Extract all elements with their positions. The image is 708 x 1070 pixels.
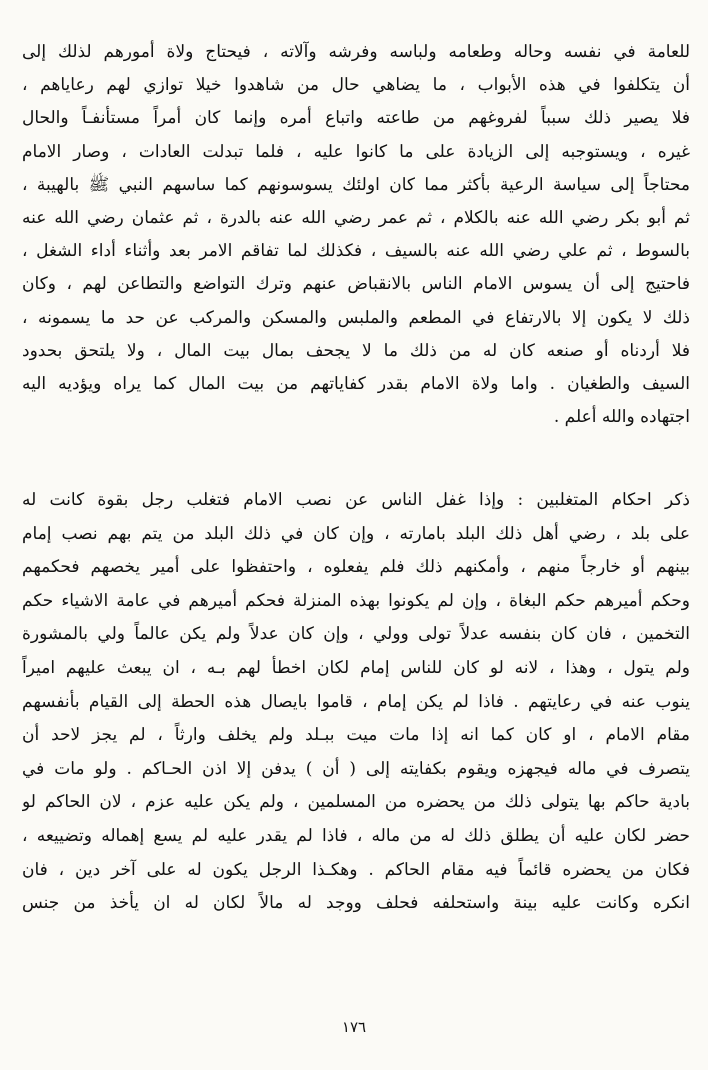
text-line: ذلك لا يكون إلا بالارتفاع في المطعم والملبس والمسكن والمركب عن حد ما يسمونه ، <box>22 307 690 328</box>
text-line: أن يتكلفوا في هذه الأبواب ، ما يضاهي حال من شاهدوا خيلا توازي لهم رعاياهم ، <box>22 75 690 96</box>
text-line: ثم أبو بكر رضي الله عنه بالكلام ، ثم عمر رضي الله عنه بالدرة ، ثم عثمان رضي الله عنه <box>22 207 690 228</box>
text-line: فكان من يحضره قائماً فيه مقام الحاكم . وهكـذا الرجل يكون له على آخر دين ، فان <box>22 859 690 880</box>
text-line: بادية حاكم بها يتولى ذلك من يحضره من المسلمين ، ولم يكن عليه عزم ، لان الحاكم لو <box>22 792 690 813</box>
text-line: التخمين ، فان كان بنفسه عدلاً تولى وولي ، وإن كان عدلاً ولم يكن عالماً ولي بالمشورة <box>22 624 690 645</box>
text-line: بينهم أو خارجاً منهم ، وأمكنهم ذلك فلم يفعلوه ، واحتفظوا على أمير يخصهم فحكمهم <box>22 557 690 578</box>
text-line: على بلد ، رضي أهل ذلك البلد بامارته ، وإن كان في ذلك البلد من يتم بهم نصب إمام <box>22 523 690 544</box>
text-line: انكره وكانت عليه بينة واستحلفه فحلف ووجد له مالاً لكان له ان يأخذ من جنس <box>22 893 690 914</box>
text-line: محتاجاً إلى سياسة الرعية بأكثر مما كان اولئك يسوسونهم كما ساسهم النبي ﷺ بالهيبة ، <box>22 174 690 195</box>
page-number: ١٧٦ <box>341 1018 367 1036</box>
text-line: ولم يتول ، وهذا ، لانه لو كان للناس إمام لكان اخطأ لهم بـه ، ان يبعث عليهم اميراً <box>22 657 690 678</box>
text-line: للعامة في نفسه وحاله وطعامه ولباسه وفرشه وآلاته ، فيحتاج ولاة أمورهم لذلك إلى <box>22 42 690 62</box>
text-line: فلا يصير ذلك سبباً لفروغهم من طاعته واتباع أمره وإنما كان أمراً مستأنفـاً والحال <box>22 108 690 129</box>
paragraph-rulers-conduct <box>22 36 690 434</box>
text-line: فاحتيج إلى أن يسوس الامام الناس بالانقباض عنهم وترك التواضع والتطاعن لهم ، وكان <box>22 274 690 295</box>
text-line: فلا أردناه أو صنعه كان له من ذلك ما لا يجحف بمال بيت المال ، ولا يلتحق بحدود <box>22 340 690 361</box>
text-line: مقام الامام ، او كان كما انه إذا مات ميت ببـلد ولم يخلف وارثاً ، لم يجز لاحد أن <box>22 725 690 746</box>
text-line: بالسوط ، ثم علي رضي الله عنه بالسيف ، فكذلك لما تفاقم الامر بعد وأثناء أداء الشغل ، <box>22 241 690 262</box>
text-line: ينوب عنه في رعايتهم . فاذا لم يكن إمام ، قاموا بايصال هذه الحطة إلى القيام بأنفسهم <box>22 691 690 712</box>
text-line: غيره ، ويستوجبه إلى الزيادة على ما كانوا عليه ، فلما تبدلت العادات ، وصار الامام <box>22 141 690 162</box>
text-line: وحكم أميرهم حكم البغاة ، وإن لم يكونوا بهذه المنزلة فحكم أميرهم في عامة الاشياء حكم <box>22 590 690 611</box>
text-line: ذكر احكام المتغلبين : وإذا غفل الناس عن نصب الامام فتغلب رجل بقوة كانت له <box>22 490 690 510</box>
text-line: يتصرف في ماله فيجهزه ويقوم بكفايته إلى ( أن ) يدفن إلا اذن الحـاكم . ولو مات في <box>22 758 690 779</box>
text-line: حضر لكان عليه أن يطلق ذلك له من ماله ، فاذا لم يقدر عليه لم يسع إهماله وتضييعه ، <box>22 825 690 846</box>
text-line: اجتهاده والله أعلم . <box>553 407 690 428</box>
text-line: السيف والطغيان . واما ولاة الامام بقدر كفاياتهم من بيت المال كما يراه ويؤديه اليه <box>22 373 690 394</box>
paragraph-rulings-of-usurpers <box>22 484 690 921</box>
